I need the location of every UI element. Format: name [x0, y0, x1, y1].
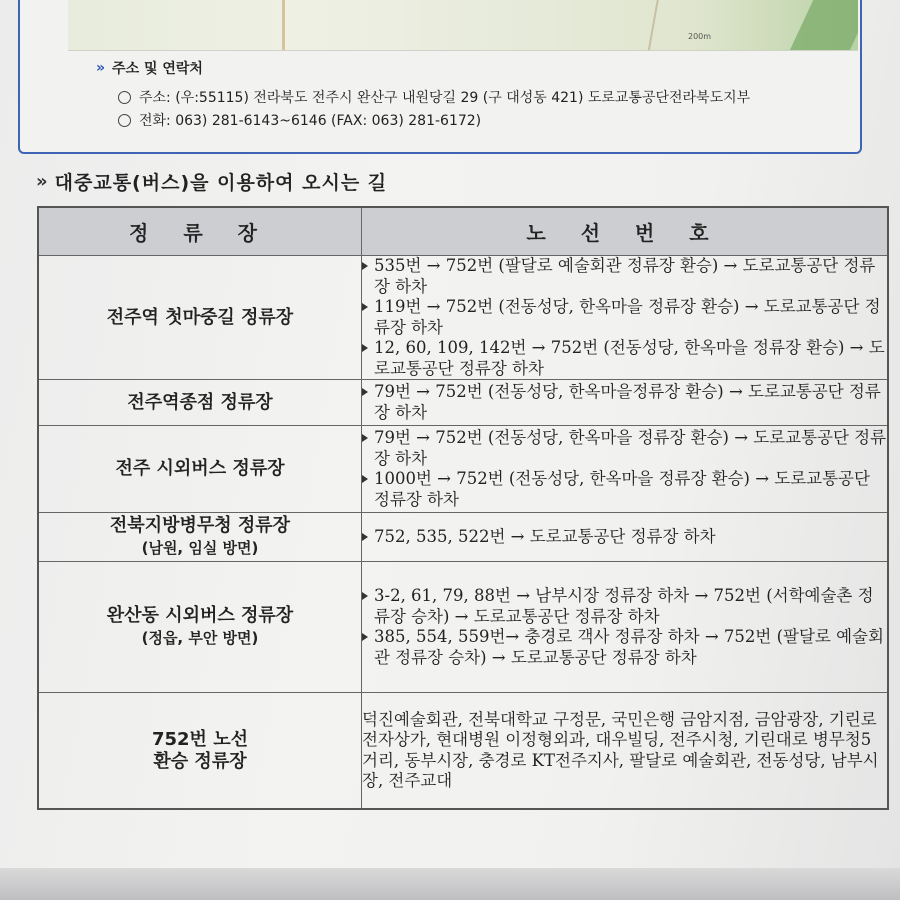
table-row	[38, 426, 888, 513]
map-road	[648, 0, 660, 50]
table-row	[38, 693, 888, 810]
map-river	[784, 0, 858, 51]
stop-direction: (남원, 임실 방면)	[141, 539, 259, 557]
contact-heading-text: 주소 및 연락처	[112, 61, 203, 77]
table-row	[38, 562, 888, 693]
double-chevron-icon: »	[96, 60, 103, 76]
route-cell	[362, 513, 889, 562]
table-row	[38, 380, 888, 426]
map-scale-label: 200m	[688, 32, 712, 41]
address-line	[118, 87, 750, 107]
bus-route-table	[37, 206, 889, 810]
stop-name-text: 752번 노선	[151, 728, 248, 750]
stop-name	[38, 693, 362, 810]
circle-bullet-icon	[118, 114, 131, 127]
location-map	[68, 0, 858, 51]
phone-line	[118, 110, 481, 130]
map-road	[282, 0, 285, 50]
stop-name-text: 전주역 첫마중길 정류장	[106, 306, 294, 328]
stop-name	[38, 380, 362, 426]
section-heading	[36, 168, 387, 195]
contact-info-box	[18, 0, 862, 154]
stop-name	[38, 562, 362, 693]
transfer-stops-text: 덕진예술회관, 전북대학교 구정문, 국민은행 금암지점, 금암광장, 기린로 전자상가, 현대병원 이정형외과, 대우빌딩, 전주시청, 기린대로 병무청5거리, 동부시장, 충경로 KT전주지사, 팔달로 예술회관, 전동성당, 남부시장, 전주교대	[362, 709, 879, 790]
route-item: 535번 → 752번 (팔달로 예술회관 정류장 환승) → 도로교통공단 정류장 하차	[362, 256, 887, 297]
table-header-row	[38, 207, 888, 256]
route-cell	[362, 426, 889, 513]
stop-name-line2: 환승 정류장	[153, 750, 247, 772]
route-item: 12, 60, 109, 142번 → 752번 (전동성당, 한옥마을 정류장 환승) → 도로교통공단 정류장 하차	[362, 338, 887, 379]
route-item: 119번 → 752번 (전동성당, 한옥마을 정류장 환승) → 도로교통공단 정류장 하차	[362, 297, 887, 338]
table-row	[38, 256, 888, 380]
route-cell	[362, 256, 889, 380]
route-item: 79번 → 752번 (전동성당, 한옥마을정류장 환승) → 도로교통공단 정류장 하차	[362, 382, 887, 423]
route-cell	[362, 380, 889, 426]
route-item: 385, 554, 559번→ 충경로 객사 정류장 하차 → 752번 (팔달로 예술회관 정류장 승차) → 도로교통공단 정류장 하차	[362, 627, 887, 668]
stop-name	[38, 256, 362, 380]
route-item: 79번 → 752번 (전동성당, 한옥마을 정류장 환승) → 도로교통공단 정류장 하차	[362, 428, 887, 469]
route-item: 752, 535, 522번 → 도로교통공단 정류장 하차	[362, 527, 887, 548]
stop-direction: (정읍, 부안 방면)	[141, 629, 259, 647]
stop-name-text: 전북지방병무청 정류장	[109, 515, 291, 536]
transfer-stops-cell	[362, 693, 889, 810]
stop-name-text: 전주 시외버스 정류장	[115, 458, 285, 479]
page-bottom-edge	[0, 868, 900, 900]
phone-text: 전화: 063) 281-6143~6146 (FAX: 063) 281-6172)	[139, 113, 482, 129]
route-item: 1000번 → 752번 (전동성당, 한옥마을 정류장 환승) → 도로교통공단 정류장 하차	[362, 469, 887, 510]
stop-name	[38, 426, 362, 513]
route-cell	[362, 562, 889, 693]
route-item: 3-2, 61, 79, 88번 → 남부시장 정류장 하차 → 752번 (서학예술촌 정류장 승차) → 도로교통공단 정류장 하차	[362, 586, 887, 627]
circle-bullet-icon	[118, 91, 131, 104]
table-row	[38, 513, 888, 562]
header-routes: 노 선 번 호	[362, 207, 889, 256]
contact-heading	[96, 58, 203, 78]
double-chevron-icon: »	[36, 171, 45, 192]
stop-name	[38, 513, 362, 562]
section-title-text: 대중교통(버스)을 이용하여 오시는 길	[54, 172, 388, 194]
stop-name-text: 완산동 시외버스 정류장	[106, 605, 294, 626]
stop-name-text: 전주역종점 정류장	[127, 391, 273, 413]
header-stop: 정 류 장	[38, 207, 362, 256]
address-text: 주소: (우:55115) 전라북도 전주시 완산구 내원당길 29 (구 대성동 421) 도로교통공단전라북도지부	[139, 90, 751, 106]
